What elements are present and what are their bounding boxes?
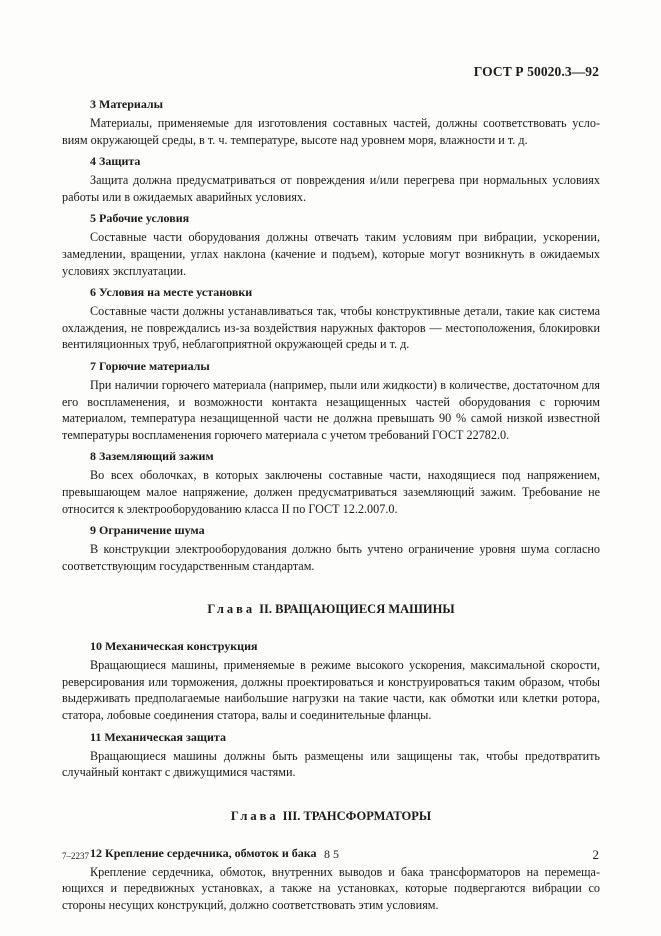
section-5 [62,210,600,279]
section-heading: 4 Защита [90,154,141,169]
page-number: 2 [592,847,599,862]
section-heading: 5 Рабочие условия [90,211,190,226]
section-text: Вращающиеся машины, применяемые в режиме высокого ускорения, максимальной скорости, реверсирования или торможения, должны проектироваться и конструироваться таким образом, чтобы выдерживать предполагаемые наибольшие нагрузки на такие части, как обмотки или клетки ротора, статора, лобовые соединения статора, валы и соединительные фланцы. [62,658,600,723]
section-text: При наличии горючего материала (например, пыли или жидкости) в количестве, достаточном для его воспламенения, и возможности контакта незащищенных частей оборудования с горючим материалом, температура незащищенной части не должна превышать 90 % самой низкой известной температуры воспламенения горючего материала с учетом требований ГОСТ 22782.0. [62,377,600,442]
section-7 [62,358,600,443]
section-heading: 10 Механическая конструкция [90,639,258,654]
section-text: Составные части оборудования должны отвечать таким условиям при вибрации, ускорении, замедлении, вращении, углах наклона (качение и подъем), которые могут возникнуть в ожидаемых условиях эксплуатации. [62,230,600,278]
section-text: Защита должна предусматриваться от повреждения и/или перегрева при нормальных условиях работы или в ожидаемых аварийных условиях. [62,173,600,204]
section-3 [62,96,600,148]
section-4 [62,153,600,205]
print-order-number: 7–2237 [62,851,89,861]
chapter-2-title [62,601,600,617]
section-8 [62,448,600,517]
section-text: В конструкции электрооборудования должно быть учтено ограничение уровня шума согласно соответствующим государственным стандартам. [62,542,600,573]
section-11 [62,729,600,781]
chapter-word: Глава [230,808,279,823]
section-heading: 11 Механическая защита [90,729,226,744]
chapter-name: III. ТРАНСФОРМАТОРЫ [282,808,432,823]
section-heading: 3 Материалы [90,97,164,111]
document-code: ГОСТ Р 50020.3—92 [473,64,599,79]
section-text: Вращающиеся машины должны быть размещены или защищены так, чтобы предотвратить случайный контакт с движущимися частями. [62,748,600,780]
section-heading: 12 Крепление сердечника, обмоток и бака [90,845,317,860]
section-10 [62,638,600,723]
section-6 [62,284,600,353]
chapter-word: Глава [207,602,256,617]
section-heading: 6 Условия на месте установки [90,285,253,300]
document-body [62,96,600,919]
chapter-name: II. ВРАЩАЮЩИЕСЯ МАШИНЫ [259,602,455,617]
section-text: Крепление сердечника, обмоток, внутренних выводов и бака трансформаторов на перемещающихся и передвижных установках, а также на установках, которые подвергаются вибрации со стороны несущих конструкций, должно соответствовать этим условиям. [62,864,600,913]
section-heading: 7 Горючие материалы [90,358,210,373]
section-text: Составные части должны устанавливаться так, чтобы конструктивные детали, такие как система охлаждения, не повреждались из-за воздействия наружных факторов — местоположения, блокировки вентиляционных труб, неблагоприятной окружающей среды и т. д. [62,304,600,352]
sheet-number: 85 [324,847,342,861]
section-heading: 8 Заземляющий зажим [90,449,214,464]
section-text: Во всех оболочках, в которых заключены составные части, находящиеся под напряжением, превышающем малое напряжение, должен предусматриваться заземляющий зажим. Требование не относится к электрооборудованию класса II по ГОСТ 12.2.007.0. [62,468,600,516]
section-9 [62,522,600,574]
section-text: Материалы, применяемые для изготовления составных частей, должны соответствовать условиям окружающей среды, в т. ч. температуре, высоте над уровнем моря, влажности и т. д. [62,116,600,147]
chapter-3-title [62,808,600,824]
section-heading: 9 Ограничение шума [90,523,205,538]
